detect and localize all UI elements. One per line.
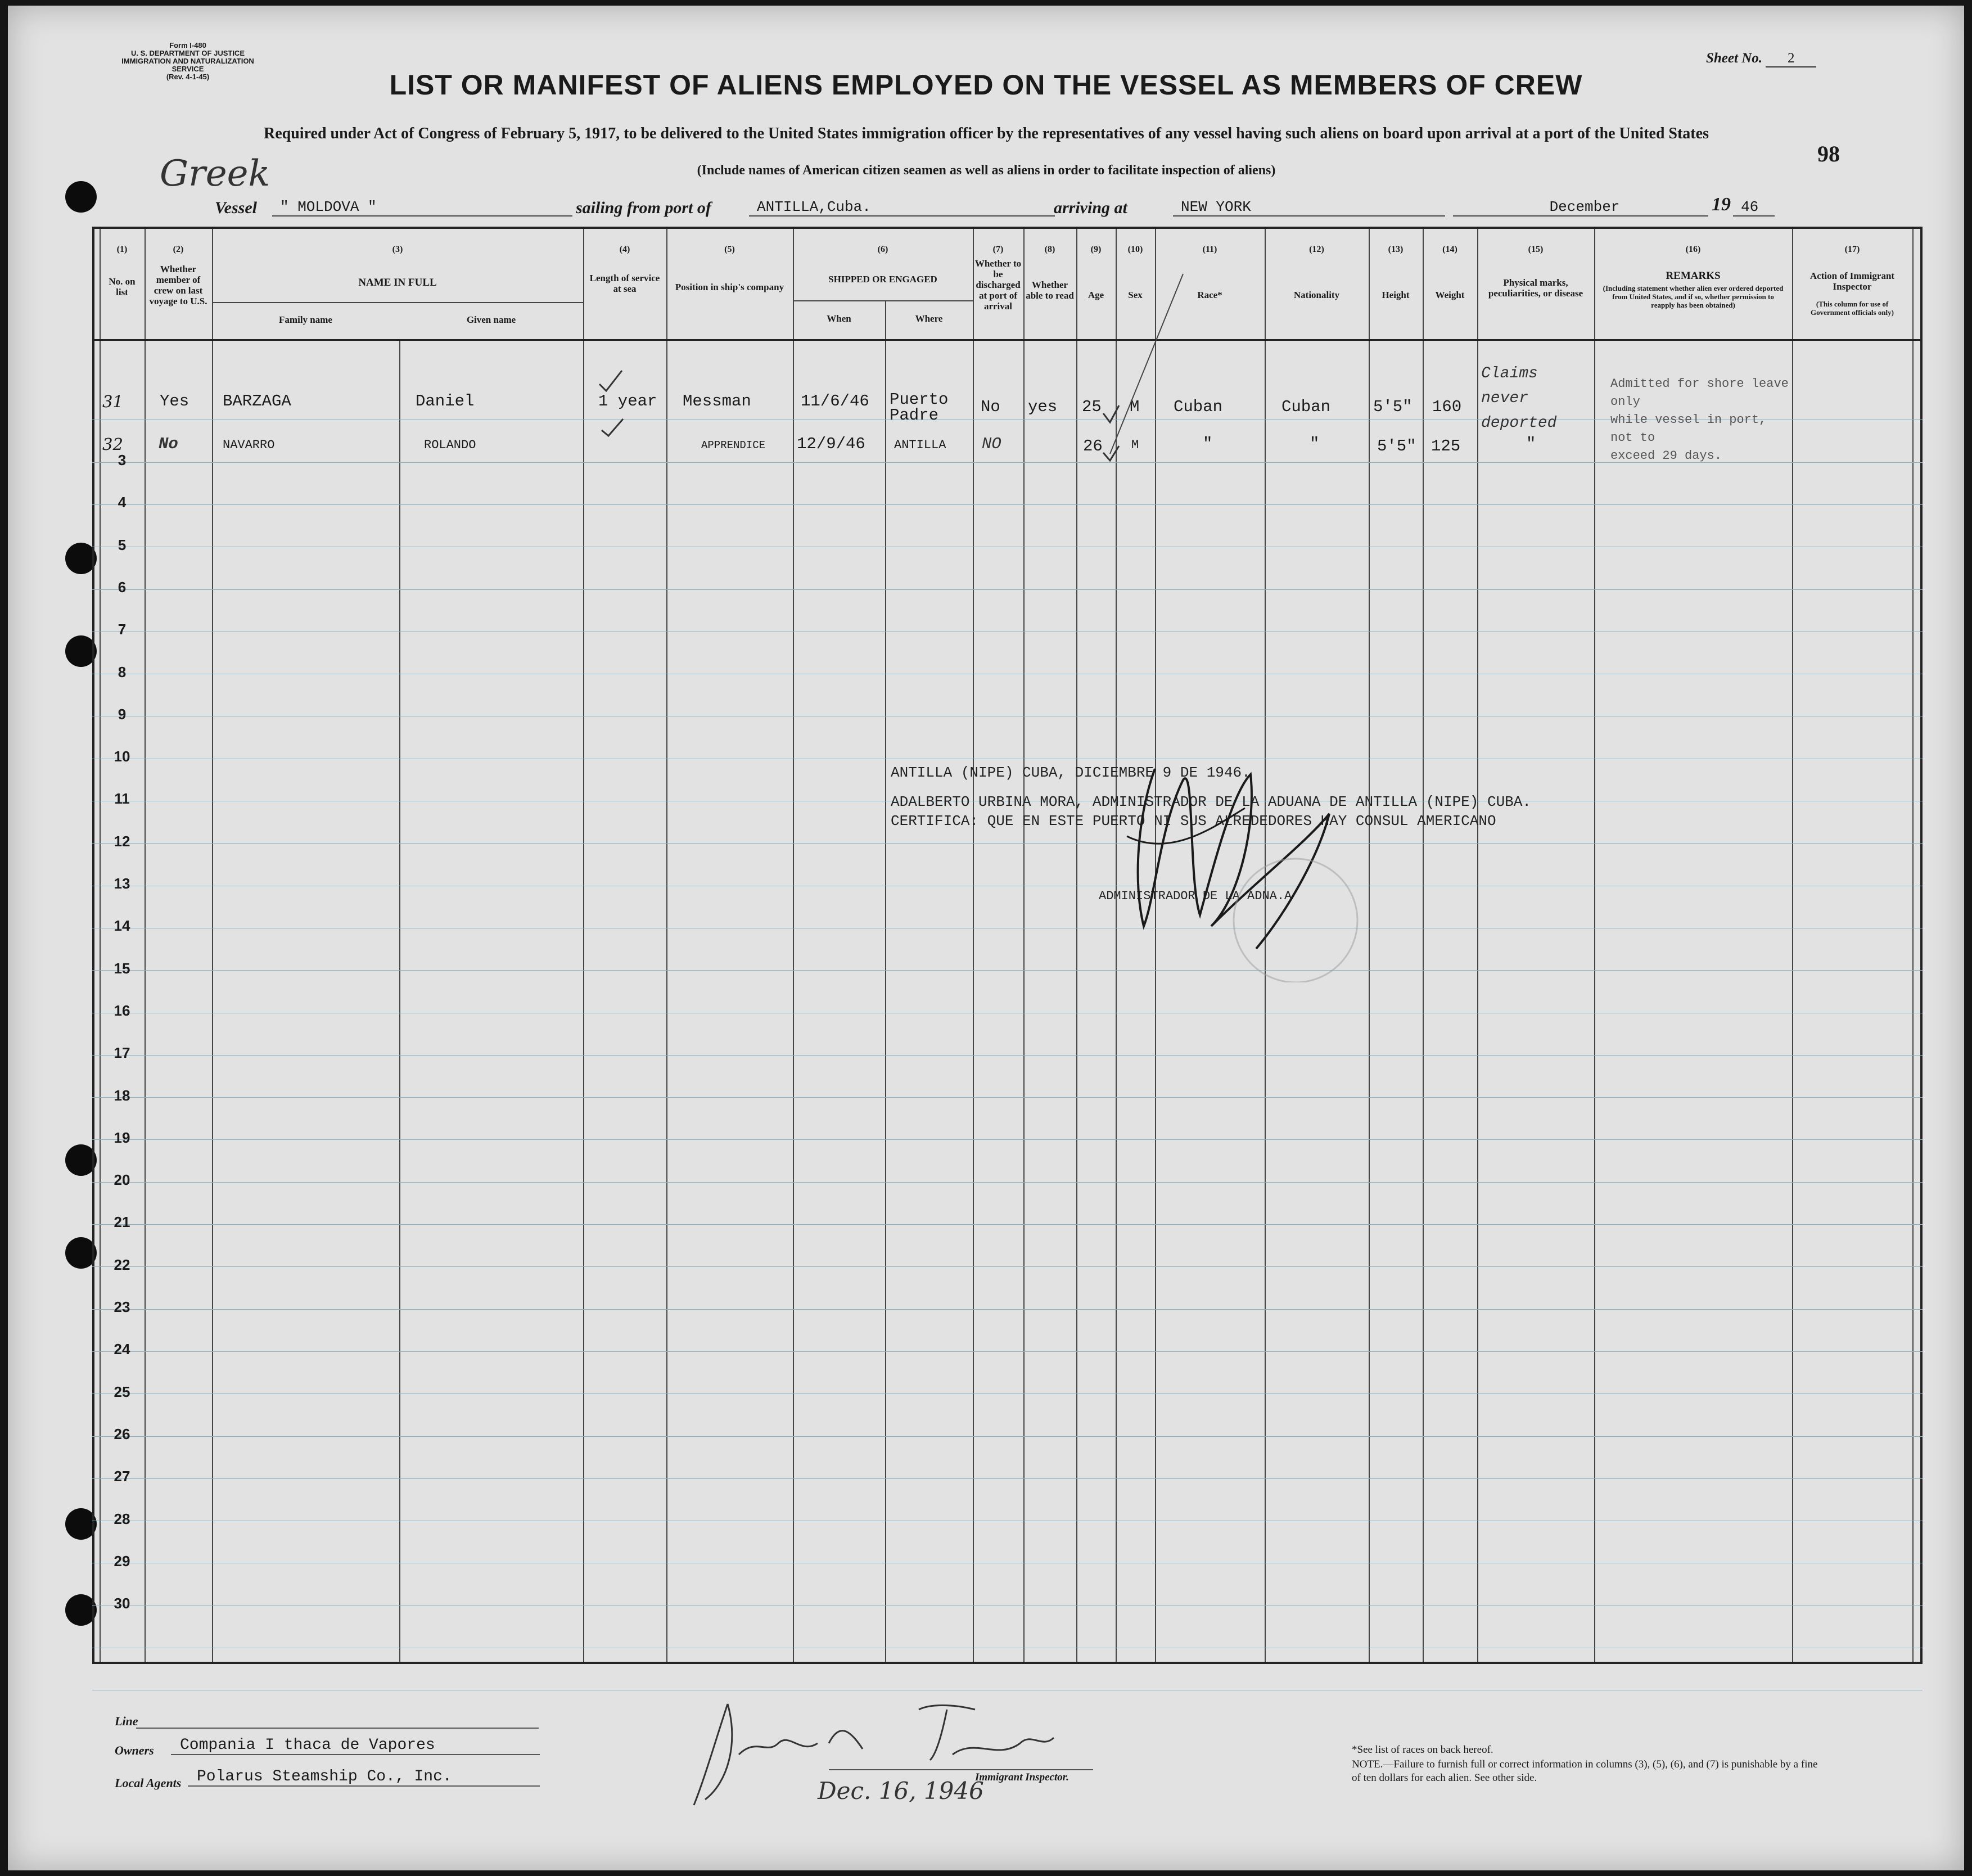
height: 5'5" bbox=[1377, 437, 1416, 456]
note-text: —Failure to furnish full or correct information in columns (3), (5), (6), and (7) is punishable by a fine of ten dollars for each alien. See other side. bbox=[1352, 1758, 1818, 1784]
row-number: 21 bbox=[114, 1214, 130, 1231]
crew-last-voyage: No bbox=[159, 435, 178, 453]
weight: 160 bbox=[1432, 398, 1462, 416]
physical-marks: " bbox=[1526, 435, 1536, 453]
col-header-where: Where bbox=[915, 313, 943, 324]
check-mark-icon bbox=[587, 358, 638, 448]
col-num-7: (7) bbox=[992, 245, 1004, 254]
row-number: 18 bbox=[114, 1086, 130, 1104]
note-label: NOTE. bbox=[1352, 1758, 1383, 1770]
owners-value: Compania I thaca de Vapores bbox=[171, 1737, 540, 1755]
note-races: *See list of races on back hereof. bbox=[1352, 1744, 1493, 1756]
row-number: 10 bbox=[114, 748, 130, 765]
row-number: 15 bbox=[114, 959, 130, 977]
nationality: Cuban bbox=[1281, 398, 1331, 416]
crew-last-voyage: Yes bbox=[160, 392, 189, 411]
remarks-line: Admitted for shore leave only bbox=[1610, 377, 1789, 409]
col-header-nationality: Nationality bbox=[1293, 290, 1340, 300]
col-num-3: (3) bbox=[392, 245, 403, 254]
arrival-month: December bbox=[1453, 199, 1708, 217]
col-num-5: (5) bbox=[724, 245, 735, 254]
stamp-signature-title: ADMINISTRADOR DE LA ADNA.A bbox=[1099, 889, 1292, 903]
col-header-position: Position in ship's company bbox=[675, 282, 784, 292]
year-prefix: 19 bbox=[1712, 194, 1731, 215]
discharged: NO bbox=[982, 435, 1001, 453]
col-header-inspector-note: (This column for use of Government officials only) bbox=[1810, 300, 1894, 317]
row-number: 13 bbox=[114, 875, 130, 892]
arriving-label: arriving at bbox=[1054, 199, 1127, 217]
col-header-race: Race* bbox=[1197, 290, 1222, 300]
row-number: 28 bbox=[114, 1510, 130, 1527]
row-number: 6 bbox=[118, 578, 127, 596]
row-number: 19 bbox=[114, 1129, 130, 1146]
remarks-line: while vessel in port, not to bbox=[1610, 413, 1767, 445]
sailing-label: sailing from port of bbox=[576, 199, 711, 217]
row-number: 5 bbox=[118, 536, 127, 553]
col-num-1: (1) bbox=[116, 245, 128, 254]
race: Cuban bbox=[1174, 398, 1223, 416]
col-num-13: (13) bbox=[1388, 245, 1404, 254]
arriving-port: NEW YORK bbox=[1173, 199, 1445, 217]
col-header-remarks: REMARKS bbox=[1666, 270, 1721, 282]
col-num-6: (6) bbox=[877, 245, 888, 254]
row-number: 29 bbox=[114, 1552, 130, 1570]
col-header-weight: Weight bbox=[1435, 290, 1465, 300]
shipped-when: 12/9/46 bbox=[797, 435, 865, 453]
row-no: 32 bbox=[102, 435, 123, 454]
length-of-service: 1 year bbox=[598, 392, 657, 411]
row-number: 3 bbox=[118, 452, 127, 468]
line-label: Line bbox=[115, 1714, 138, 1728]
row-number: 27 bbox=[114, 1468, 130, 1485]
requirement-text: Required under Act of Congress of February 5, 1917, to be delivered to the United States immigration officer by the representatives of any vessel having such aliens on board upon arrival at a port of the United States bbox=[264, 125, 1709, 142]
arrival-year: 46 bbox=[1733, 199, 1775, 217]
row-number: 22 bbox=[114, 1256, 130, 1273]
col-num-4: (4) bbox=[619, 245, 630, 254]
col-num-12: (12) bbox=[1309, 245, 1324, 254]
stamp-line: ANTILLA (NIPE) CUBA, DICIEMBRE 9 DE 1946. bbox=[891, 764, 1251, 781]
col-header-length-of-service: Length of service at sea bbox=[589, 273, 660, 294]
col-header-remarks-note: (Including statement whether alien ever ordered deported from United States, and if so, whether permission to reapply has been obtained) bbox=[1603, 284, 1784, 309]
sheet-number bbox=[1706, 51, 1816, 67]
remarks bbox=[1610, 375, 1790, 465]
col-header-shipped-or-engaged: SHIPPED OR ENGAGED bbox=[828, 274, 937, 285]
sheet-number-value: 2 bbox=[1766, 51, 1816, 67]
shipped-where: ANTILLA bbox=[894, 438, 946, 452]
line-value bbox=[136, 1712, 539, 1729]
sheet-number-label: Sheet No. bbox=[1706, 51, 1762, 66]
agents-label: Local Agents bbox=[115, 1776, 182, 1790]
row-number: 4 bbox=[118, 494, 127, 511]
row-number: 16 bbox=[114, 1002, 130, 1019]
sex: M bbox=[1131, 438, 1139, 452]
shipped-when: 11/6/46 bbox=[801, 392, 869, 411]
given-name: Daniel bbox=[416, 392, 475, 411]
sailing-port: ANTILLA,Cuba. bbox=[749, 199, 1055, 217]
revision: (Rev. 4-1-45) bbox=[166, 73, 210, 81]
vessel-label: Vessel bbox=[215, 199, 257, 217]
row-number: 17 bbox=[114, 1044, 130, 1062]
col-header-discharged: Whether to be discharged at port of arrival bbox=[974, 258, 1022, 312]
nationality: " bbox=[1310, 435, 1320, 453]
manifest-sheet bbox=[8, 6, 1964, 1870]
col-header-family-name: Family name bbox=[279, 314, 332, 325]
col-header-given-name: Given name bbox=[466, 314, 516, 325]
row-number: 23 bbox=[114, 1298, 130, 1315]
owners-label: Owners bbox=[115, 1743, 154, 1757]
col-header-crew-last-voyage: Whether member of crew on last voyage to U.S. bbox=[149, 264, 207, 306]
able-to-read: yes bbox=[1028, 398, 1058, 416]
weight: 125 bbox=[1431, 437, 1461, 456]
col-num-11: (11) bbox=[1202, 245, 1217, 254]
col-num-14: (14) bbox=[1442, 245, 1457, 254]
col-num-17: (17) bbox=[1844, 245, 1860, 254]
given-name: ROLANDO bbox=[424, 438, 476, 452]
col-header-age: Age bbox=[1087, 290, 1104, 300]
form-number: Form I-480 bbox=[169, 41, 206, 49]
punch-hole-icon bbox=[65, 181, 97, 213]
department: U. S. DEPARTMENT OF JUSTICE bbox=[131, 49, 245, 57]
position: APPRENDICE bbox=[701, 439, 766, 452]
family-name: NAVARRO bbox=[223, 438, 275, 452]
col-num-9: (9) bbox=[1090, 245, 1102, 254]
row-number: 30 bbox=[114, 1595, 130, 1612]
shipped-where: Puerto Padre bbox=[890, 390, 949, 425]
age: 25 bbox=[1082, 398, 1102, 416]
stamp-line: CERTIFICA: QUE EN ESTE PUERTO NI SUS ALREDEDORES HAY CONSUL AMERICANO bbox=[891, 813, 1496, 829]
row-number: 20 bbox=[114, 1171, 130, 1189]
signature-scrawl-icon bbox=[1071, 712, 1431, 982]
col-num-10: (10) bbox=[1127, 245, 1143, 254]
col-num-15: (15) bbox=[1528, 245, 1544, 254]
physical-marks: Claims never deported bbox=[1481, 365, 1557, 432]
row-number: 11 bbox=[114, 790, 130, 808]
stamp-line: ADALBERTO URBINA MORA, ADMINISTRADOR DE LA ADUANA DE ANTILLA (NIPE) CUBA. bbox=[891, 793, 1531, 810]
col-header-inspector-action: Action of Immigrant Inspector bbox=[1809, 270, 1895, 292]
row-number: 8 bbox=[118, 663, 127, 680]
row-no: 31 bbox=[102, 392, 123, 411]
service: IMMIGRATION AND NATURALIZATION SERVICE bbox=[121, 57, 254, 73]
requirement-note: (Include names of American citizen seamen as well as aliens in order to facilitate inspection of aliens) bbox=[697, 163, 1276, 178]
col-num-2: (2) bbox=[173, 245, 184, 254]
col-header-when: When bbox=[827, 313, 851, 324]
discharged: No bbox=[981, 398, 1000, 416]
check-mark-icon bbox=[1099, 263, 1200, 465]
row-number: 12 bbox=[114, 832, 130, 850]
handwritten-flag: Greek bbox=[160, 153, 270, 195]
agents-value: Polarus Steamship Co., Inc. bbox=[188, 1768, 540, 1787]
footer-note bbox=[1352, 1758, 1824, 1785]
position: Messman bbox=[683, 392, 751, 411]
age: 26 bbox=[1083, 437, 1103, 456]
row-number: 14 bbox=[114, 917, 130, 935]
height: 5'5" bbox=[1373, 398, 1413, 416]
family-name: BARZAGA bbox=[223, 392, 291, 411]
vessel-name: " MOLDOVA " bbox=[272, 199, 572, 217]
sex: M bbox=[1130, 398, 1140, 416]
col-header-able-to-read: Whether able to read bbox=[1026, 279, 1074, 301]
row-number: 9 bbox=[118, 705, 127, 723]
col-header-physical-marks: Physical marks, peculiarities, or disease bbox=[1488, 277, 1583, 299]
row-number: 7 bbox=[118, 621, 127, 638]
inspector-label: Immigrant Inspector. bbox=[975, 1771, 1069, 1783]
col-header-sex: Sex bbox=[1128, 290, 1143, 300]
col-num-16: (16) bbox=[1685, 245, 1701, 254]
row-number: 25 bbox=[114, 1383, 130, 1400]
page-title: LIST OR MANIFEST OF ALIENS EMPLOYED ON THE VESSEL AS MEMBERS OF CREW bbox=[389, 69, 1583, 101]
page-number: 98 bbox=[1817, 141, 1840, 166]
row-number: 26 bbox=[114, 1425, 130, 1442]
col-num-8: (8) bbox=[1044, 245, 1055, 254]
inspector-date: Dec. 16, 1946 bbox=[818, 1777, 984, 1805]
race: " bbox=[1203, 435, 1213, 453]
row-number: 24 bbox=[114, 1341, 130, 1358]
col-header-height: Height bbox=[1382, 290, 1410, 300]
remarks-line: exceed 29 days. bbox=[1610, 449, 1722, 463]
col-header-no-on-list: No. on list bbox=[109, 276, 136, 297]
col-header-name-in-full: NAME IN FULL bbox=[358, 277, 437, 288]
crew-table bbox=[92, 227, 1923, 1664]
